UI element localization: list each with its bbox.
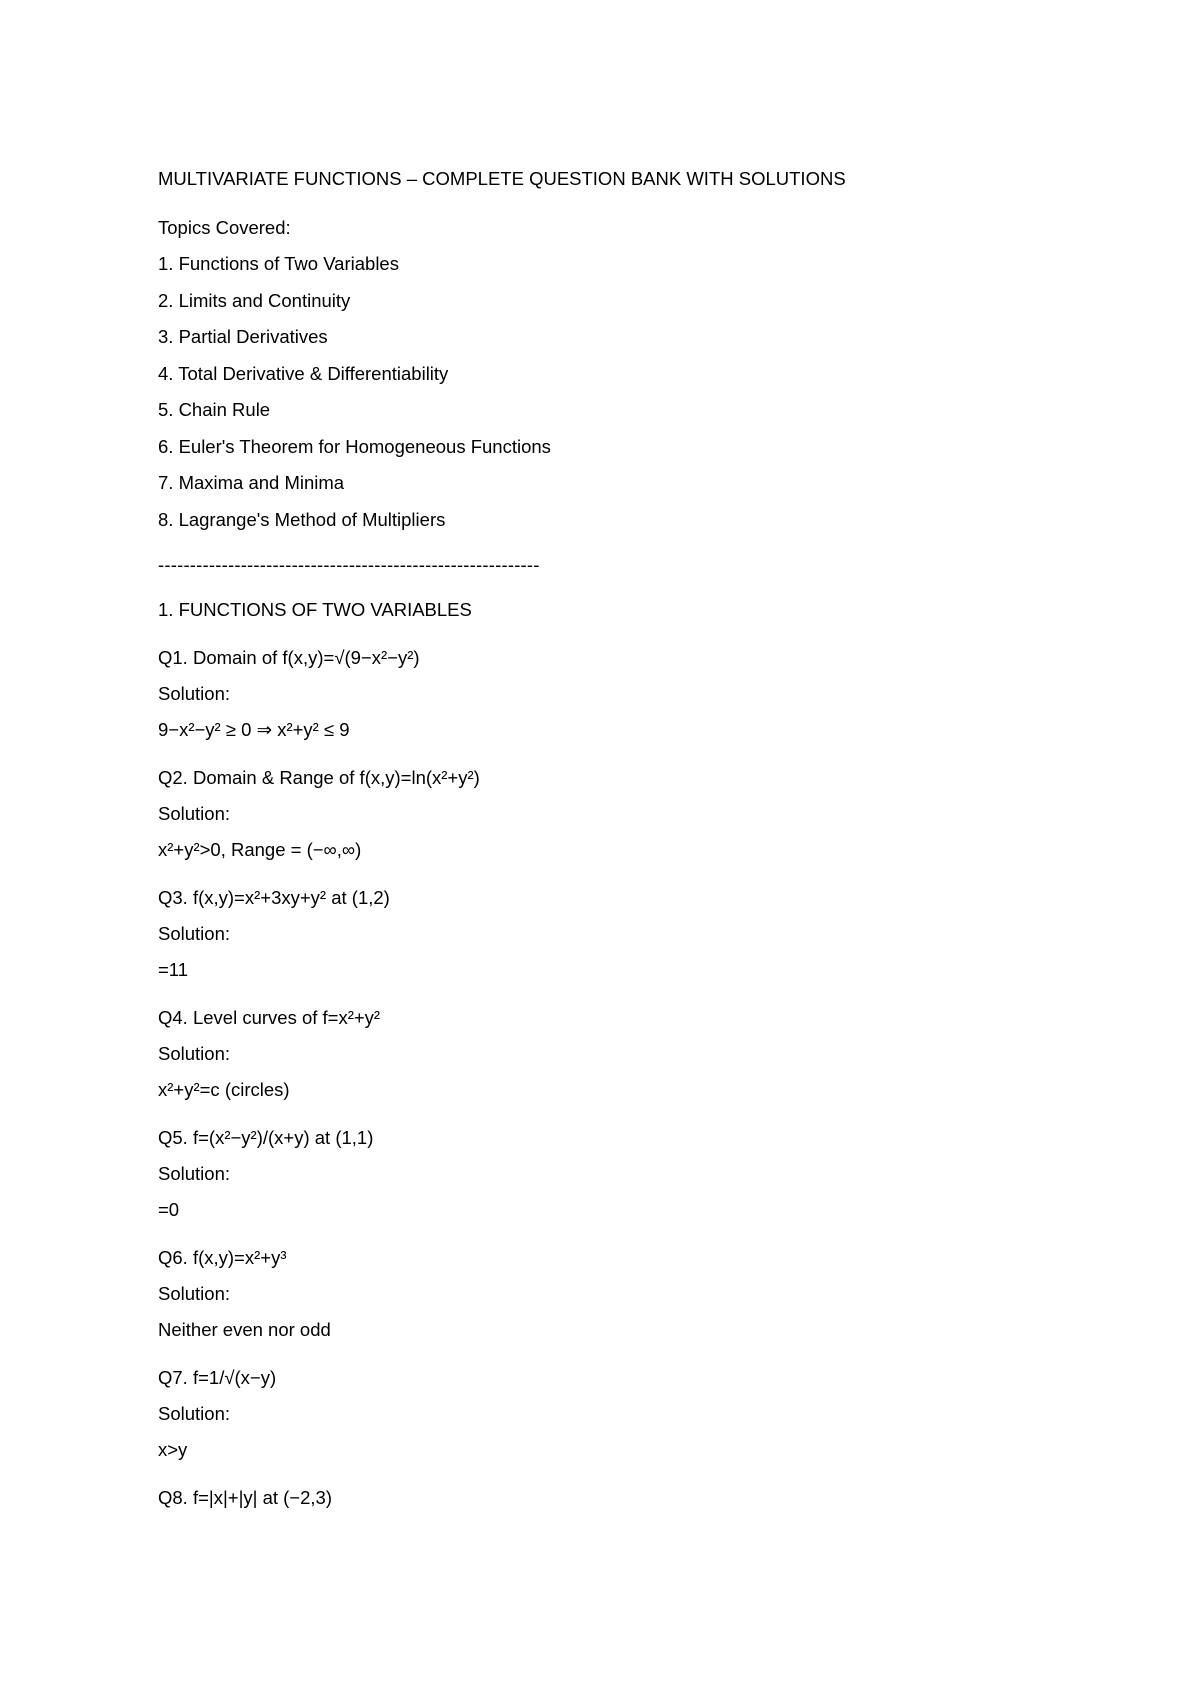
question-text: Q5. f=(x²−y²)/(x+y) at (1,1) [158, 1126, 374, 1148]
document-page [158, 168, 1118, 1523]
solution-label: Solution: [158, 1162, 230, 1184]
question-block [158, 1367, 1118, 1461]
question-block [158, 1247, 1118, 1341]
solution-text: 9−x²−y² ≥ 0 ⇒ x²+y² ≤ 9 [158, 718, 350, 740]
solution-text: x>y [158, 1438, 188, 1460]
topic-item: 5. Chain Rule [158, 399, 271, 420]
question-text: Q3. f(x,y)=x²+3xy+y² at (1,2) [158, 886, 390, 908]
solution-text: =11 [158, 958, 189, 980]
topics-heading: Topics Covered: [158, 217, 291, 238]
solution-text: =0 [158, 1198, 180, 1220]
question-text: Q8. f=|x|+|y| at (−2,3) [158, 1486, 332, 1508]
question-block [158, 1487, 1118, 1509]
question-block [158, 767, 1118, 861]
solution-label: Solution: [158, 1282, 230, 1304]
question-block [158, 647, 1118, 741]
solution-text: x²+y²=c (circles) [158, 1078, 290, 1100]
topic-item: 4. Total Derivative & Differentiability [158, 362, 449, 384]
solution-text: x²+y²>0, Range = (−∞,∞) [158, 838, 362, 860]
solution-label: Solution: [158, 682, 230, 704]
topic-item: 3. Partial Derivatives [158, 326, 328, 347]
question-text: Q1. Domain of f(x,y)=√(9−x²−y²) [158, 646, 420, 668]
topic-item: 1. Functions of Two Variables [158, 253, 399, 274]
topic-item: 7. Maxima and Minima [158, 472, 345, 493]
topic-item: 2. Limits and Continuity [158, 289, 351, 311]
topics-list [158, 253, 1118, 531]
question-text: Q7. f=1/√(x−y) [158, 1366, 277, 1388]
section-divider: ------------------------------------------------------------ [158, 553, 540, 575]
question-block [158, 1127, 1118, 1221]
topic-item: 6. Euler's Theorem for Homogeneous Functions [158, 435, 551, 457]
question-text: Q6. f(x,y)=x²+y³ [158, 1246, 287, 1268]
question-text: Q2. Domain & Range of f(x,y)=ln(x²+y²) [158, 766, 480, 788]
document-title: MULTIVARIATE FUNCTIONS – COMPLETE QUESTION BANK WITH SOLUTIONS [158, 168, 846, 189]
solution-label: Solution: [158, 802, 230, 824]
question-text: Q4. Level curves of f=x²+y² [158, 1006, 381, 1028]
question-block [158, 1007, 1118, 1101]
solution-text: Neither even nor odd [158, 1318, 331, 1340]
solution-label: Solution: [158, 1042, 230, 1064]
solution-label: Solution: [158, 922, 230, 944]
solution-label: Solution: [158, 1402, 230, 1424]
section-heading: 1. FUNCTIONS OF TWO VARIABLES [158, 598, 472, 620]
topic-item: 8. Lagrange's Method of Multipliers [158, 508, 446, 530]
question-block [158, 887, 1118, 981]
